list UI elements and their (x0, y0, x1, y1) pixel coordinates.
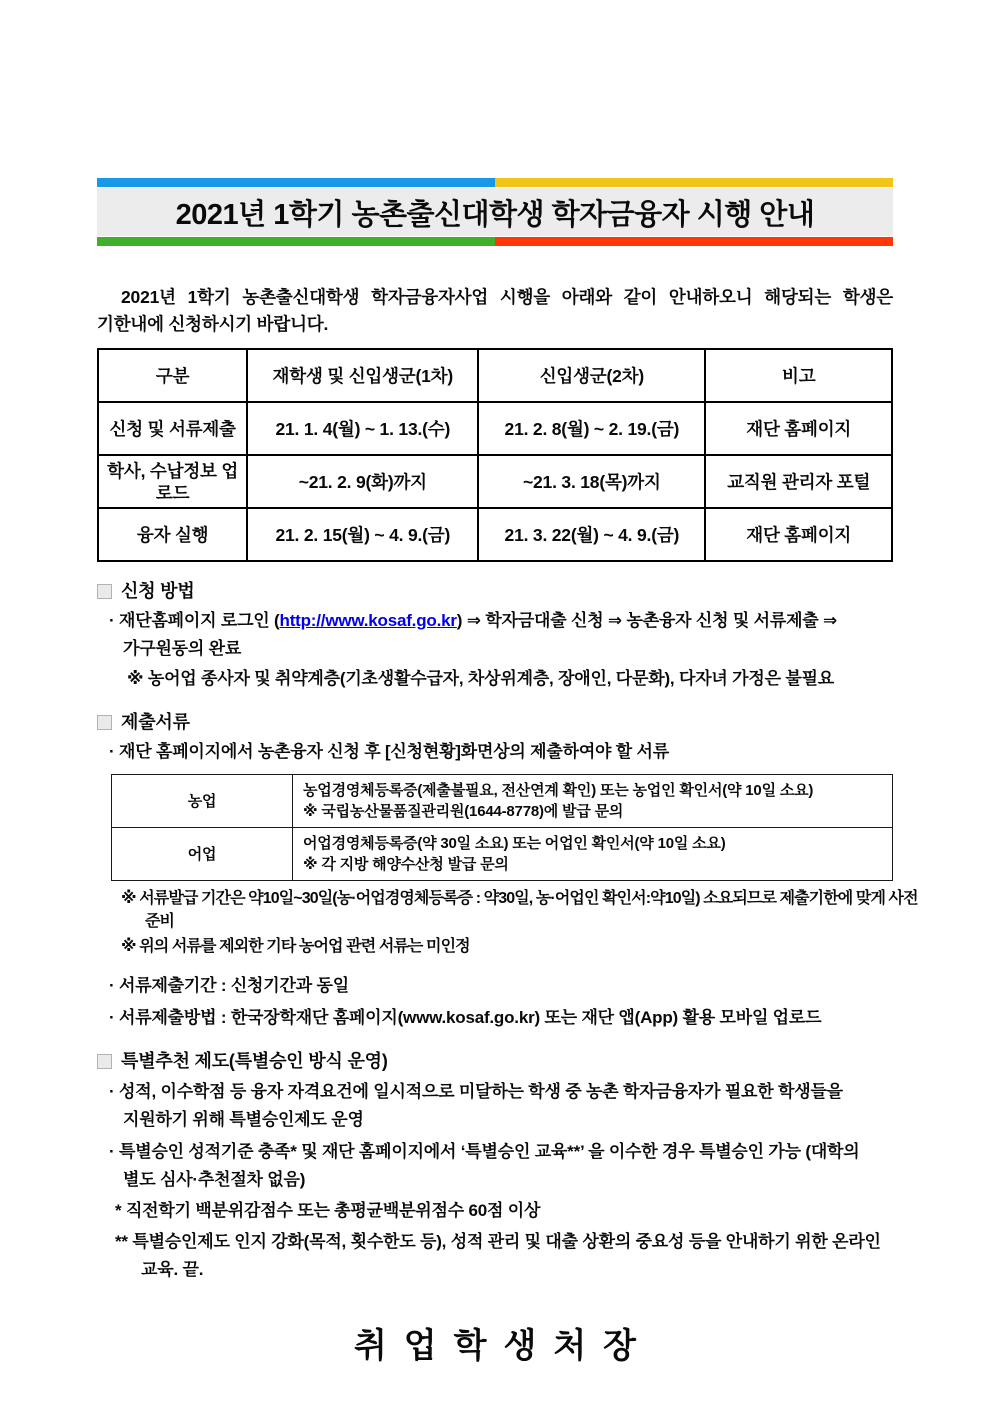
bullet-dot: · (109, 1142, 115, 1161)
table-row (98, 455, 892, 508)
banner-bar-green (97, 237, 495, 246)
documents-intro-line (97, 738, 893, 766)
schedule-table (97, 348, 893, 562)
footnote-text: 직전학기 백분위감점수 또는 총평균백분위점수 60점 이상 (125, 1201, 541, 1220)
section-documents-heading (97, 709, 893, 735)
asterisk-mark: * (115, 1201, 122, 1220)
schedule-header-category: 구분 (98, 349, 247, 402)
schedule-header-row (98, 349, 892, 402)
special-criteria-text: 특별승인 성적기준 충족* 및 재단 홈페이지에서 ‘특별승인 교육**’ 을 이수한 경우 특별승인 가능 (대학의 별도 심사·추천절차 없음) (119, 1142, 860, 1189)
documents-other-note (111, 935, 927, 958)
bullet-dot: · (109, 742, 115, 761)
section-apply-method (97, 578, 893, 693)
page-title: 2021년 1학기 농촌출신대학생 학자금융자 시행 안내 (175, 198, 815, 231)
doc-category-agriculture: 농업 (112, 775, 293, 828)
checkbox-icon (97, 1054, 112, 1069)
special-purpose-text: 성적, 이수학점 등 융자 자격요건에 일시적으로 미달하는 학생 중 농촌 학자금융자가 필요한 학생들을 지원하기 위해 특별승인제도 운영 (119, 1082, 843, 1129)
schedule-cell: 21. 3. 22(월) ~ 4. 9.(금) (478, 508, 705, 561)
note-text: 위의 서류를 제외한 기타 농어업 관련 서류는 미인정 (139, 938, 470, 955)
section-special-recommendation (97, 1048, 893, 1284)
documents-table (111, 774, 893, 881)
banner-top-bar (97, 178, 893, 187)
intro-paragraph: 2021년 1학기 농촌출신대학생 학자금융자사업 시행을 아래와 같이 안내하오니 해당되는 학생은 기한내에 신청하시기 바랍니다. (97, 287, 893, 334)
checkbox-icon (97, 584, 112, 599)
title-band (97, 188, 893, 236)
schedule-header-remark: 비고 (705, 349, 892, 402)
schedule-cell: 교직원 관리자 포털 (705, 455, 892, 508)
schedule-header-round2: 신입생군(2차) (478, 349, 705, 402)
submission-period-text: 서류제출기간 : 신청기간과 동일 (119, 976, 349, 995)
schedule-header-round1: 재학생 및 신입생군(1차) (247, 349, 478, 402)
apply-note-text: 농어업 종사자 및 취약계층(기초생활수급자, 차상위계층, 장애인, 다문화), 다자녀 가정은 불필요 (147, 669, 835, 688)
bullet-dot: · (109, 976, 115, 995)
table-row (112, 828, 893, 881)
bullet-dot: · (109, 611, 115, 630)
submission-method-line (97, 1004, 893, 1032)
section-special-heading (97, 1048, 893, 1074)
doc-detail-cell (293, 828, 893, 881)
bullet-dot: · (109, 1008, 115, 1027)
kosaf-homepage-link[interactable]: http://www.kosaf.go.kr (279, 611, 457, 630)
special-footnote-education (97, 1228, 893, 1284)
apply-login-prefix: 재단홈페이지 로그인 ( (119, 611, 280, 630)
documents-submission-bullets (97, 972, 893, 1032)
schedule-cell: 21. 1. 4(월) ~ 1. 13.(수) (247, 402, 478, 455)
banner-bottom-bar (97, 237, 893, 246)
submission-method-text: 서류제출방법 : 한국장학재단 홈페이지(www.kosaf.go.kr) 또는 재단 앱(App) 활용 모바일 업로드 (119, 1008, 822, 1027)
documents-issuance-note (111, 887, 927, 933)
table-row (98, 508, 892, 561)
apply-login-line (97, 607, 893, 663)
schedule-cell: ~21. 3. 18(목)까지 (478, 455, 705, 508)
checkbox-icon (97, 715, 112, 730)
reference-mark: ※ (127, 669, 144, 688)
section-title: 신청 방법 (121, 581, 195, 601)
schedule-cell: ~21. 2. 9(화)까지 (247, 455, 478, 508)
reference-mark: ※ (121, 890, 136, 907)
schedule-cell: 21. 2. 8(월) ~ 2. 19.(금) (478, 402, 705, 455)
special-footnote-grade (97, 1197, 893, 1225)
note-text: 서류발급 기간은 약10일~30일(농·어업경영체등록증 : 약30일, 농·어업인 확인서:약10일) 소요되므로 제출기한에 맞게 사전 준비 (139, 890, 918, 930)
apply-login-suffix: ) ⇒ 학자금대출 신청 ⇒ 농촌융자 신청 및 서류제출 ⇒ 가구원동의 완료 (123, 611, 838, 658)
title-banner (97, 178, 893, 246)
schedule-cell: 재단 홈페이지 (705, 508, 892, 561)
doc-detail-line1: 어업경영체등록증(약 30일 소요) 또는 어업인 확인서(약 10일 소요) (303, 835, 726, 852)
doc-detail-cell (293, 775, 893, 828)
reference-mark: ※ (121, 938, 136, 955)
doc-detail-line2: ※ 국립농산물품질관리원(1644-8778)에 발급 문의 (303, 803, 624, 820)
section-apply-heading (97, 578, 893, 604)
table-row (112, 775, 893, 828)
table-row (98, 402, 892, 455)
schedule-cell: 융자 실행 (98, 508, 247, 561)
section-title: 특별추천 제도(특별승인 방식 운영) (121, 1051, 388, 1071)
double-asterisk-mark: ** (115, 1232, 128, 1251)
doc-detail-line1: 농업경영체등록증(제출불필요, 전산연계 확인) 또는 농업인 확인서(약 10일 소요) (303, 782, 814, 799)
submission-period-line (97, 972, 893, 1000)
documents-intro-text: 재단 홈페이지에서 농촌융자 신청 후 [신청현황]화면상의 제출하여야 할 서류 (119, 742, 669, 761)
section-title: 제출서류 (121, 712, 190, 732)
schedule-cell: 신청 및 서류제출 (98, 402, 247, 455)
signature-title: 취업학생처장 (353, 1327, 654, 1365)
doc-category-fishery: 어업 (112, 828, 293, 881)
apply-exemption-note (97, 665, 893, 693)
schedule-cell: 학사, 수납정보 업로드 (98, 455, 247, 508)
doc-detail-line2: ※ 각 지방 해양수산청 발급 문의 (303, 856, 509, 873)
schedule-cell: 재단 홈페이지 (705, 402, 892, 455)
document-content (97, 178, 918, 1367)
banner-bar-yellow (495, 178, 893, 187)
special-purpose-line (97, 1078, 893, 1134)
banner-bar-red (495, 237, 893, 246)
banner-bar-blue (97, 178, 495, 187)
schedule-cell: 21. 2. 15(월) ~ 4. 9.(금) (247, 508, 478, 561)
footnote-text: 특별승인제도 인지 강화(목적, 횟수한도 등), 성적 관리 및 대출 상환의 중요성 등을 안내하기 위한 온라인 교육. 끝. (132, 1232, 881, 1279)
section-documents (97, 709, 918, 1032)
bullet-dot: · (109, 1082, 115, 1101)
special-criteria-line (97, 1138, 893, 1194)
